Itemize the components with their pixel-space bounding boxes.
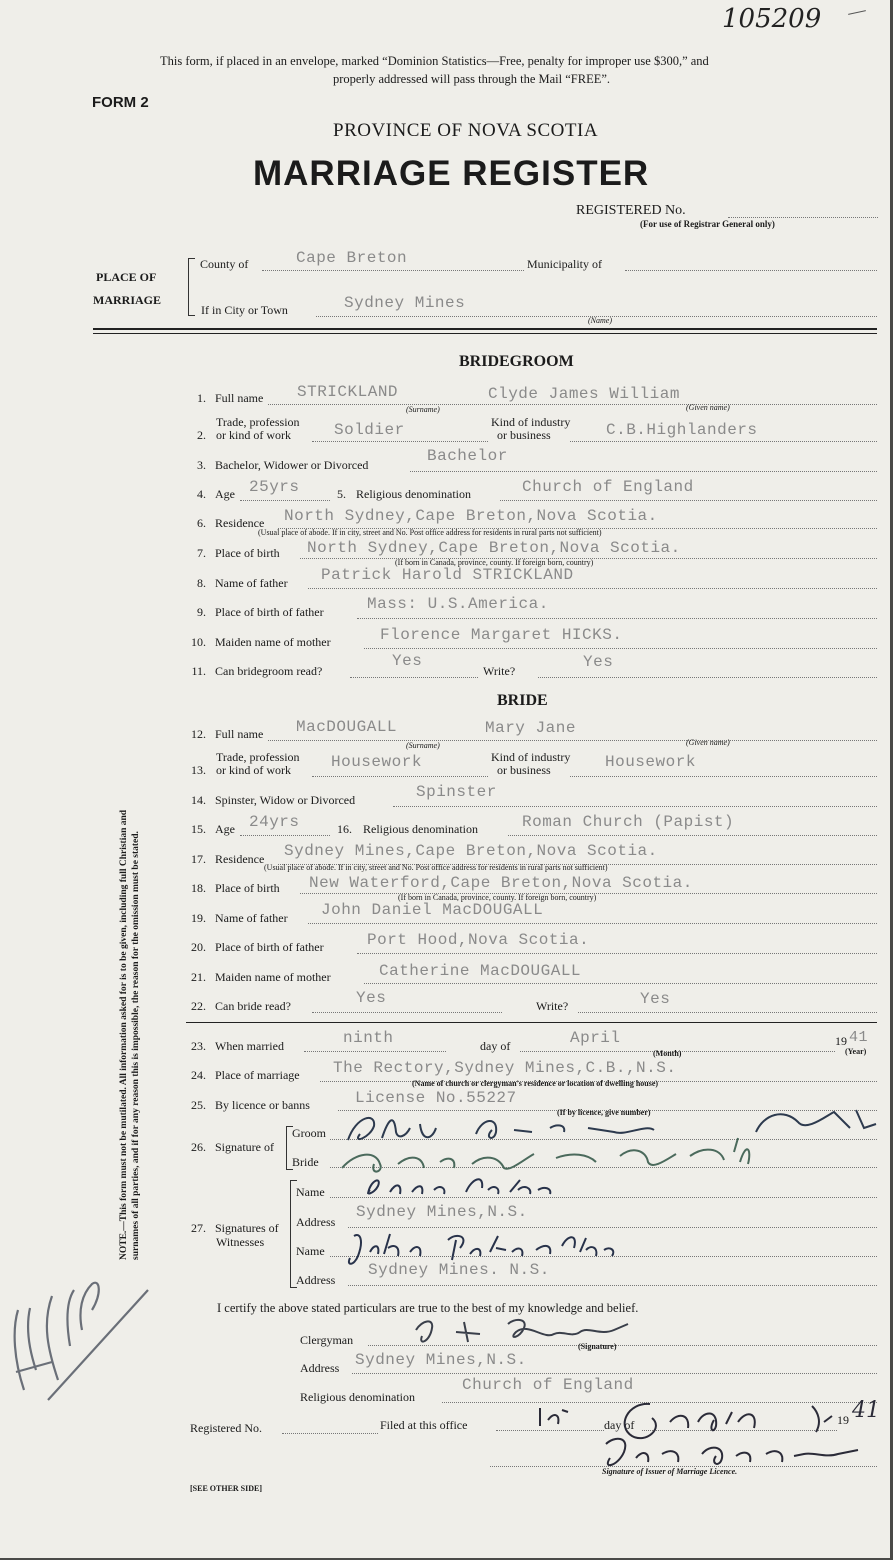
clergyman-religion: Church of England	[462, 1376, 634, 1394]
witness2-name-label: Name	[296, 1244, 325, 1258]
groom-abode-caption: (Usual place of abode. If in city, street and No. Post office address for residents in rural parts not sufficient)	[258, 528, 602, 537]
item-number: 12.	[191, 727, 206, 741]
groom-religion-label: Religious denomination	[356, 487, 471, 501]
when-married-label: When married	[215, 1039, 284, 1053]
witness-label-2: Witnesses	[216, 1235, 265, 1249]
groom-status: Bachelor	[427, 447, 508, 465]
witness-label-1: Signatures of	[215, 1221, 279, 1235]
witness2-address-label: Address	[296, 1273, 336, 1287]
place-of-marriage: The Rectory,Sydney Mines,C.B.,N.S.	[333, 1059, 677, 1077]
marriage-day: ninth	[343, 1029, 394, 1047]
bride-father-label: Name of father	[215, 911, 288, 925]
item-number: 27.	[191, 1221, 206, 1235]
item-number: 18.	[191, 881, 206, 895]
bride-full-name-label: Full name	[215, 727, 264, 741]
item-number: 13.	[191, 763, 206, 777]
groom-status-line	[410, 471, 877, 472]
vertical-note	[118, 810, 142, 1260]
divider-top-thin	[93, 333, 877, 334]
item-number: 11.	[191, 664, 206, 678]
registered-no-label: REGISTERED No.	[576, 203, 686, 218]
name-note: (Name)	[588, 316, 612, 325]
year-prefix: 19	[835, 1034, 847, 1048]
bride-father-birth-label: Place of birth of father	[215, 940, 324, 954]
bride-status-line	[393, 806, 877, 807]
church-caption: (Name of church or clergyman's residence or location of dwelling house)	[412, 1079, 659, 1088]
place-label-1: PLACE OF	[96, 270, 157, 284]
municipality-line	[625, 270, 877, 271]
groom-industry-label-1: Kind of industry	[491, 415, 571, 429]
groom-father-birth-line	[357, 618, 877, 619]
item-number: 24.	[191, 1068, 206, 1082]
licence-number: License No.55227	[355, 1089, 517, 1107]
groom-read-label: Can bridegroom read?	[215, 664, 323, 678]
licence-label: By licence or banns	[215, 1098, 310, 1112]
item-number: 10.	[191, 635, 206, 649]
certification-statement: I certify the above stated particulars are true to the best of my knowledge and belief.	[217, 1301, 639, 1315]
groom-trade-line	[312, 441, 488, 442]
bride-abode-caption: (Usual place of abode. If in city, street and No. Post office address for residents in rural parts not sufficient)	[264, 863, 608, 872]
bride-status-label: Spinster, Widow or Divorced	[215, 793, 356, 807]
pen-mark	[848, 10, 866, 15]
groom-mother-line	[364, 648, 877, 649]
groom-industry-label-2: or business	[497, 428, 551, 442]
bride-trade-label-1: Trade, profession	[216, 750, 300, 764]
groom-read-line	[350, 677, 478, 678]
filing-registered-label: Registered No.	[190, 1421, 262, 1435]
bride-given-caption: (Given name)	[686, 738, 730, 747]
groom-write-label: Write?	[483, 664, 516, 678]
divider-top	[93, 328, 877, 330]
registered-no-line	[728, 217, 878, 218]
bride-trade-line	[312, 776, 488, 777]
bride-read-line	[312, 1012, 502, 1013]
bride-religion-label: Religious denomination	[363, 822, 478, 836]
filed-day-of-label: day of	[604, 1418, 635, 1432]
place-of-marriage-label: Place of marriage	[215, 1068, 300, 1082]
municipality-label: Municipality of	[527, 257, 602, 271]
bride-father-birth-line	[357, 953, 877, 954]
groom-surname: STRICKLAND	[297, 383, 399, 401]
groom-trade-label-1: Trade, profession	[216, 415, 300, 429]
see-other-side: [SEE OTHER SIDE]	[190, 1484, 263, 1493]
bride-residence-label: Residence	[215, 852, 265, 866]
filed-year: 41	[852, 1398, 880, 1423]
groom-residence: North Sydney,Cape Breton,Nova Scotia.	[284, 507, 658, 525]
item-number: 19.	[191, 911, 206, 925]
bride-industry-label-2: or business	[497, 763, 551, 777]
groom-residence-label: Residence	[215, 516, 265, 530]
groom-father: Patrick Harold STRICKLAND	[321, 566, 574, 584]
bride-sign-label: Bride	[292, 1155, 319, 1169]
bride-read-label: Can bride read?	[215, 999, 291, 1013]
groom-industry: C.B.Highlanders	[606, 421, 758, 439]
bride-age-line	[240, 835, 330, 836]
bride-status: Spinster	[416, 783, 497, 801]
groom-birth-caption: (If born in Canada, province, county. If foreign born, country)	[395, 558, 594, 567]
bride-trade: Housework	[331, 753, 422, 771]
item-number: 8.	[197, 576, 206, 590]
bride-residence: Sydney Mines,Cape Breton,Nova Scotia.	[284, 842, 658, 860]
witness1-address: Sydney Mines,N.S.	[356, 1203, 528, 1221]
bride-religion-line	[508, 835, 877, 836]
item-number: 4.	[197, 487, 206, 501]
postage-note-line1: This form, if placed in an envelope, marked “Dominion Statistics—Free, penalty for improper use $300,” and	[160, 54, 709, 68]
bride-age-label: Age	[215, 822, 235, 836]
item-number: 5.	[337, 487, 346, 501]
item-number: 26.	[191, 1140, 206, 1154]
clergyman-address: Sydney Mines,N.S.	[355, 1351, 527, 1369]
month-caption: (Month)	[653, 1049, 682, 1058]
witness1-signature	[360, 1170, 560, 1206]
divider-ceremony	[186, 1022, 877, 1023]
item-number: 7.	[197, 546, 206, 560]
groom-sign-label: Groom	[292, 1126, 326, 1140]
clergyman-religion-label: Religious denomination	[300, 1390, 415, 1404]
item-number: 17.	[191, 852, 206, 866]
item-number: 16.	[337, 822, 352, 836]
place-brace	[188, 258, 195, 316]
item-number: 9.	[197, 605, 206, 619]
bride-mother: Catherine MacDOUGALL	[379, 962, 582, 980]
bride-write-line	[578, 1012, 877, 1013]
bride-read: Yes	[356, 989, 387, 1007]
groom-religion-line	[500, 500, 877, 501]
bride-age: 24yrs	[249, 813, 300, 831]
groom-status-label: Bachelor, Widower or Divorced	[215, 458, 369, 472]
witness2-address: Sydney Mines. N.S.	[368, 1261, 550, 1279]
bride-industry: Housework	[605, 753, 696, 771]
bride-surname: MacDOUGALL	[296, 718, 398, 736]
bride-birth-label: Place of birth	[215, 881, 280, 895]
record-number: 105209	[722, 4, 822, 34]
bride-surname-caption: (Surname)	[406, 741, 440, 750]
clergyman-signature-caption: (Signature)	[578, 1342, 617, 1351]
bride-industry-line	[570, 776, 877, 777]
witness1-address-label: Address	[296, 1215, 336, 1229]
county-line	[262, 270, 524, 271]
groom-father-label: Name of father	[215, 576, 288, 590]
city-value: Sydney Mines	[344, 294, 466, 312]
bride-industry-label-1: Kind of industry	[491, 750, 571, 764]
item-number: 22.	[191, 999, 206, 1013]
groom-trade: Soldier	[334, 421, 405, 439]
groom-bride-signatures	[336, 1098, 890, 1180]
marriage-year: 41	[849, 1029, 869, 1046]
bride-religion: Roman Church (Papist)	[522, 813, 735, 831]
bride-birth-caption: (If born in Canada, province, county. If foreign born, country)	[398, 893, 597, 902]
clergyman-address-line	[352, 1373, 877, 1374]
groom-given-caption: (Given name)	[686, 403, 730, 412]
bride-name-line	[268, 740, 877, 741]
clergyman-label: Clergyman	[300, 1333, 354, 1347]
groom-mother-label: Maiden name of mother	[215, 635, 331, 649]
groom-industry-line	[570, 441, 877, 442]
province-title: PROVINCE OF NOVA SCOTIA	[333, 120, 599, 141]
witness1-name-label: Name	[296, 1185, 325, 1199]
groom-given-name: Clyde James William	[488, 385, 680, 403]
place-label-2: MARRIAGE	[93, 293, 161, 307]
filing-registered-line	[282, 1433, 378, 1434]
groom-mother: Florence Margaret HICKS.	[380, 626, 623, 644]
bride-heading: BRIDE	[497, 692, 548, 709]
issuer-caption: Signature of Issuer of Marriage Licence.	[602, 1467, 738, 1476]
day-line	[304, 1051, 446, 1052]
groom-age-line	[240, 500, 330, 501]
groom-name-line	[268, 404, 877, 405]
note-line-1: NOTE.—This form must not be mutilated. All information asked for is to be given, including full Christian and	[119, 809, 129, 1260]
item-number: 23.	[191, 1039, 206, 1053]
bride-birth: New Waterford,Cape Breton,Nova Scotia.	[309, 874, 693, 892]
groom-write: Yes	[583, 653, 614, 671]
filed-year-prefix: 19	[837, 1413, 849, 1427]
bride-father: John Daniel MacDOUGALL	[321, 901, 544, 919]
item-number: 20.	[191, 940, 206, 954]
filed-label: Filed at this office	[380, 1418, 468, 1432]
signature-of-label: Signature of	[215, 1140, 274, 1154]
postage-note-line2: properly addressed will pass through the Mail “FREE”.	[333, 72, 611, 86]
groom-religion: Church of England	[522, 478, 694, 496]
groom-father-birth: Mass: U.S.America.	[367, 595, 549, 613]
bride-father-line	[308, 923, 877, 924]
margin-pencil-mark	[0, 1250, 160, 1430]
page-title: MARRIAGE REGISTER	[253, 154, 650, 193]
item-number: 2.	[197, 428, 206, 442]
form-id: FORM 2	[92, 94, 149, 111]
bride-write-label: Write?	[536, 999, 569, 1013]
clergyman-address-label: Address	[300, 1361, 340, 1375]
item-number: 1.	[197, 391, 206, 405]
witness2-address-line	[348, 1285, 877, 1286]
groom-surname-caption: (Surname)	[406, 405, 440, 414]
groom-father-birth-label: Place of birth of father	[215, 605, 324, 619]
day-of-label: day of	[480, 1039, 511, 1053]
bride-mother-line	[364, 983, 877, 984]
bride-father-birth: Port Hood,Nova Scotia.	[367, 931, 590, 949]
note-line-2: surnames of all parties, and if for any reason this is impossible, the reason for the omission must be stated.	[131, 831, 141, 1260]
bride-mother-label: Maiden name of mother	[215, 970, 331, 984]
groom-father-line	[308, 588, 877, 589]
bride-write: Yes	[640, 990, 671, 1008]
item-number: 6.	[197, 516, 206, 530]
item-number: 3.	[197, 458, 206, 472]
city-label: If in City or Town	[201, 303, 288, 317]
groom-full-name-label: Full name	[215, 391, 264, 405]
item-number: 25.	[191, 1098, 206, 1112]
year-caption: (Year)	[845, 1047, 867, 1056]
item-number: 15.	[191, 822, 206, 836]
groom-birth: North Sydney,Cape Breton,Nova Scotia.	[307, 539, 681, 557]
county-label: County of	[200, 257, 249, 271]
groom-age-label: Age	[215, 487, 235, 501]
item-number: 14.	[191, 793, 206, 807]
registrar-note: (For use of Registrar General only)	[640, 219, 775, 229]
groom-trade-label-2: or kind of work	[216, 428, 291, 442]
groom-birth-label: Place of birth	[215, 546, 280, 560]
bridegroom-heading: BRIDEGROOM	[459, 353, 574, 370]
groom-write-line	[538, 677, 877, 678]
groom-read: Yes	[392, 652, 423, 670]
bride-given-name: Mary Jane	[485, 719, 576, 737]
bride-trade-label-2: or kind of work	[216, 763, 291, 777]
licence-caption: (If by licence, give number)	[557, 1108, 651, 1117]
county-value: Cape Breton	[296, 249, 408, 267]
groom-age: 25yrs	[249, 478, 300, 496]
item-number: 21.	[191, 970, 206, 984]
marriage-month: April	[570, 1029, 621, 1047]
